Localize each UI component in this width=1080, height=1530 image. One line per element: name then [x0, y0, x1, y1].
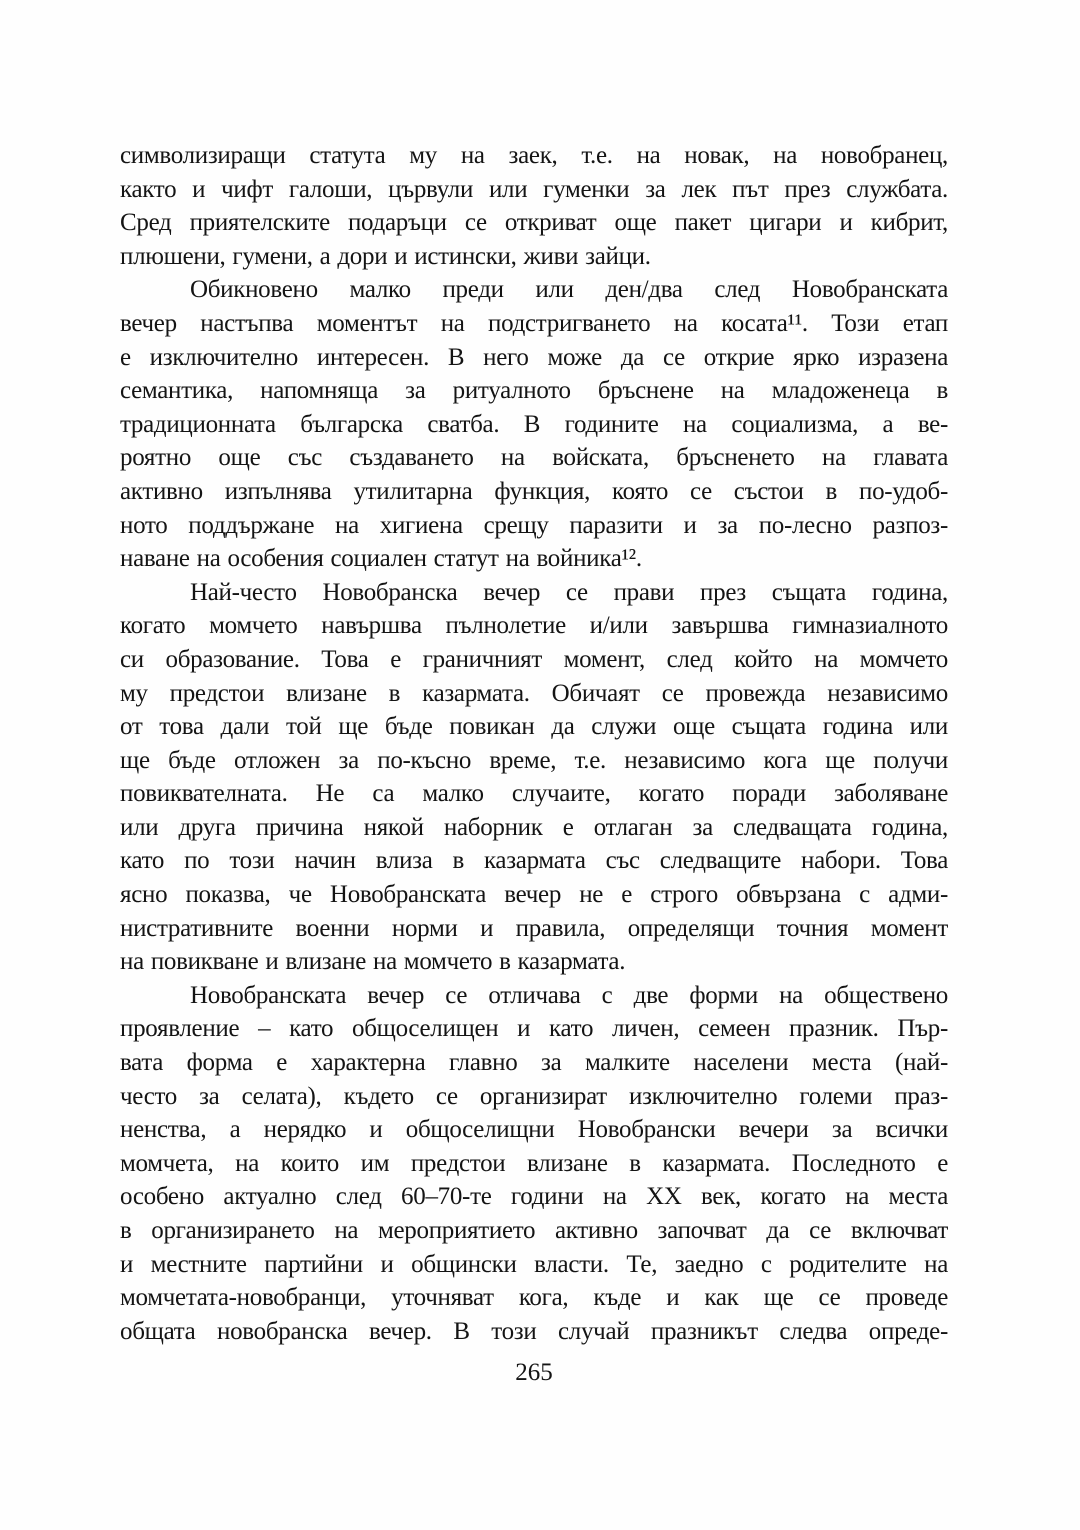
text-line: ното поддържане на хигиена срещу паразити и за по-лесно разпоз-	[120, 511, 948, 539]
text-line: си образование. Това е граничният момент, след който на момчето	[120, 645, 948, 673]
text-line: в организирането на мероприятието активно започват да се включват	[120, 1217, 948, 1244]
text-line: ясно показва, че Новобранската вечер не е строго обвързана с адми-	[120, 881, 948, 909]
text-line: активно изпълнява утилитарна функция, която се състои в по-удоб-	[120, 477, 948, 505]
text-line: Най-често Новобранска вечер се прави през същата година,	[190, 578, 948, 606]
text-line: общата новобранска вечер. В този случай празникът следва опреде-	[120, 1317, 948, 1345]
text-line: повиквателната. Не са малко случаите, когато поради заболяване	[120, 780, 948, 808]
text-line: му предстои влизане в казармата. Обичаят се провежда независимо	[120, 679, 948, 707]
text-line: Новобранската вечер се отличава с две форми на обществено	[190, 981, 948, 1009]
text-line: семантика, напомняща за ритуалното бръснене на младоженеца в	[120, 377, 948, 405]
page-number: 265	[515, 1359, 553, 1386]
text-line: наване на особения социален статут на войника¹².	[120, 545, 642, 573]
text-line: от това дали той ще бъде повикан да служи още същата година или	[120, 713, 948, 741]
text-line: роятно още със създаването на войската, бръсненето на главата	[120, 444, 948, 472]
text-line: ненства, а нерядко и общоселищни Новобрански вечери за всички	[120, 1116, 948, 1144]
text-line: или друга причина някой наборник е отлаган за следващата година,	[120, 813, 948, 841]
text-line: като по този начин влиза в казармата със следващите набори. Това	[120, 847, 948, 875]
text-line: проявление – като общоселищен и като личен, семеен празник. Пър-	[120, 1015, 948, 1043]
text-line: вата форма е характерна главно за малките населени места (най-	[120, 1049, 948, 1077]
text-line: Сред приятелските подаръци се откриват още пакет цигари и кибрит,	[120, 209, 948, 237]
text-line: символизиращи статута му на заек, т.е. на новак, на новобранец,	[120, 142, 948, 169]
text-line: често за селата), където се организират изключително големи праз-	[120, 1082, 948, 1110]
text-line: особено актуално след 60–70-те години на ХХ век, когато на места	[120, 1183, 948, 1211]
text-line: Обикновено малко преди или ден/два след Новобранската	[190, 276, 948, 304]
text-line: е изключително интересен. В него може да се открие ярко изразена	[120, 343, 948, 371]
text-line: когато момчето навършва пълнолетие и/или завършва гимназиалното	[120, 612, 948, 640]
text-line: както и чифт галоши, цървули или гуменки за лек път през службата.	[120, 175, 948, 203]
text-line: вечер настъпва моментът на подстригването на косата¹¹. Този етап	[120, 309, 948, 337]
text-line: плюшени, гумени, а дори и истински, живи зайци.	[120, 242, 651, 270]
text-line: нистративните военни норми и правила, определящи точния момент	[120, 914, 948, 942]
text-line: момчета, на които им предстои влизане в казармата. Последното е	[120, 1149, 948, 1177]
page-text	[120, 139, 948, 1348]
text-line: традиционната българска сватба. В годините на социализма, а ве-	[120, 410, 948, 438]
text-line: на повикване и влизане на момчето в казармата.	[120, 948, 626, 976]
text-line: ще бъде отложен за по-късно време, т.е. независимо кога ще получи	[120, 746, 948, 774]
text-line: и местните партийни и общински власти. Те, заедно с родителите на	[120, 1250, 948, 1278]
text-line: момчетата-новобранци, уточняват кога, къде и как ще се проведе	[120, 1284, 948, 1312]
